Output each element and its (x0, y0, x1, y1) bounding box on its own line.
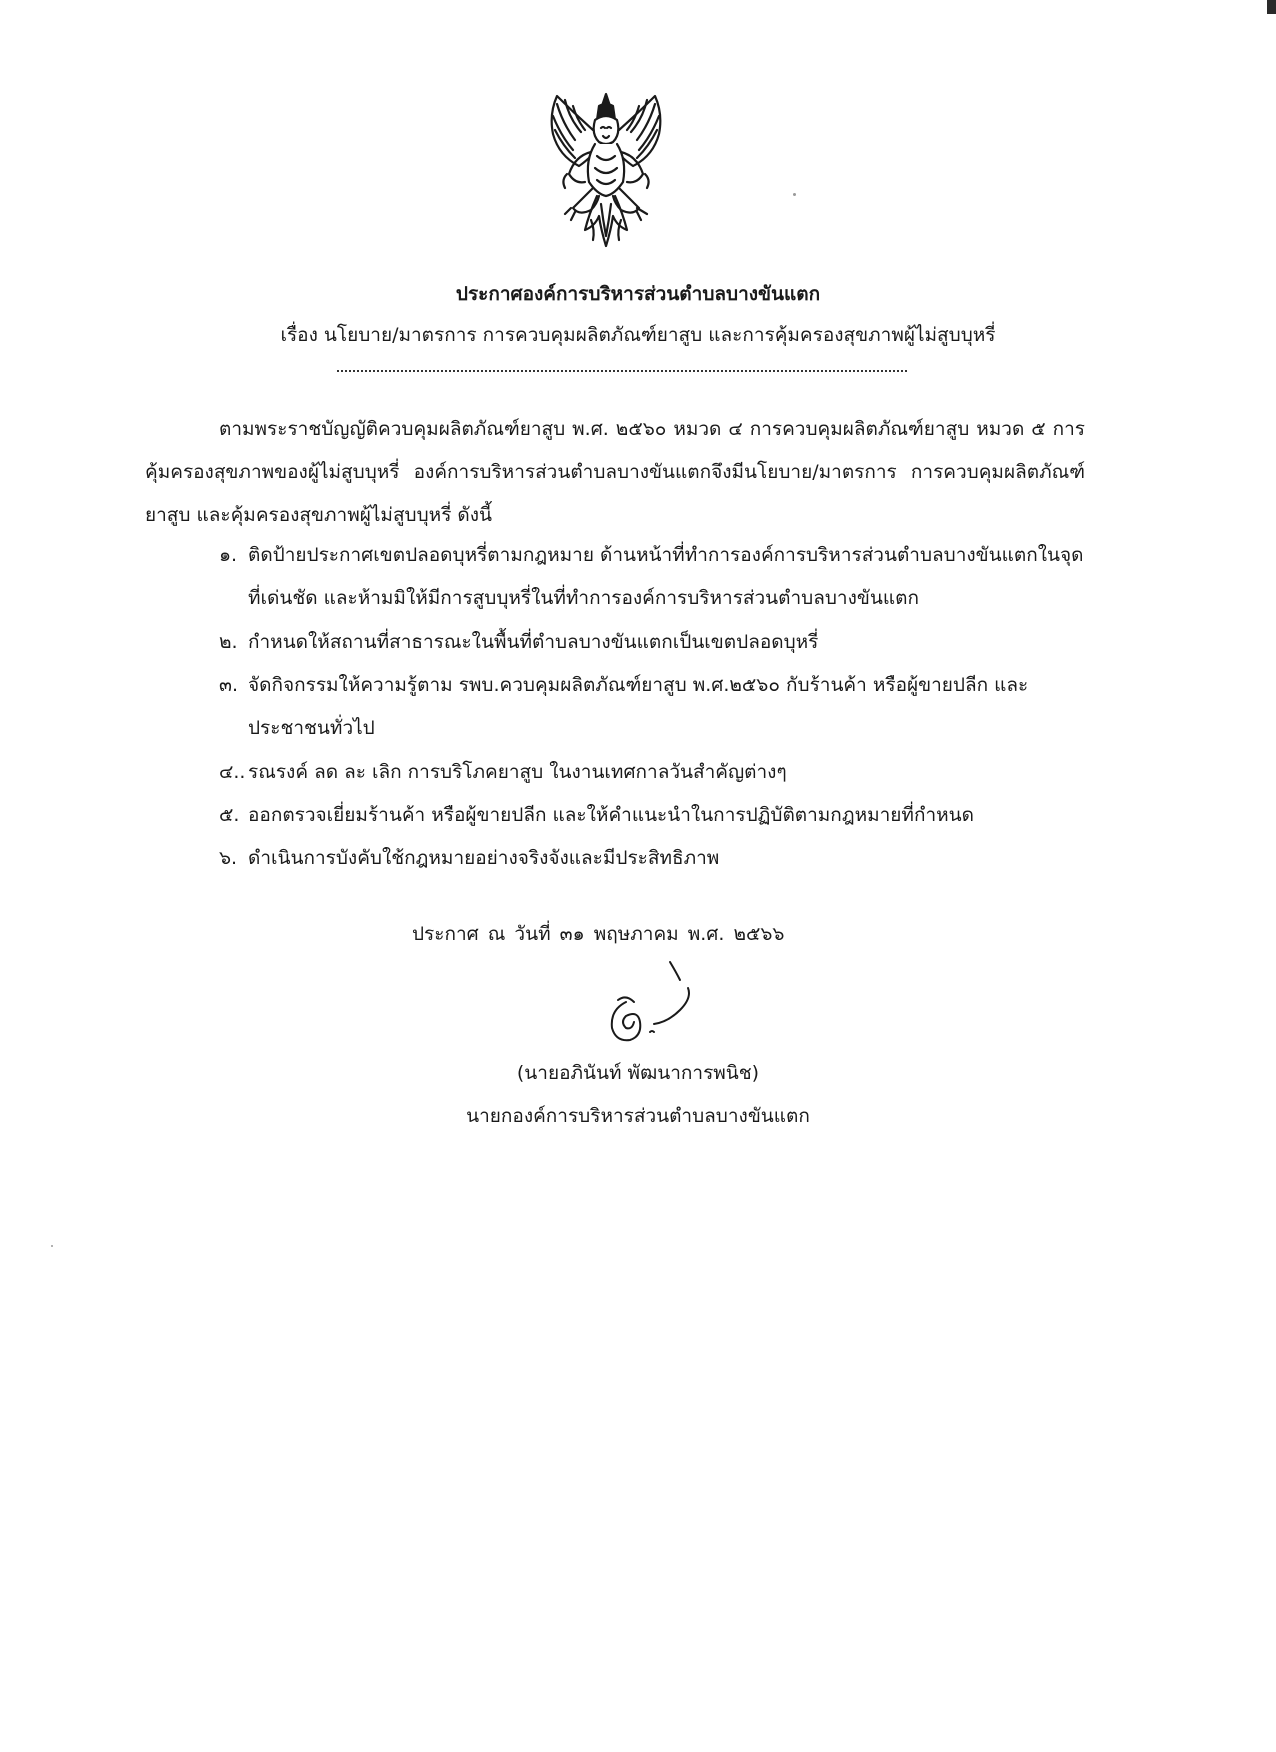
item-text: รณรงค์ ลด ละ เลิก การบริโภคยาสูบ ในงานเทศกาลวันสำคัญต่างๆ (248, 761, 787, 783)
announcement-date: ประกาศ ณ วันที่ ๓๑ พฤษภาคม พ.ศ. ๒๕๖๖ (412, 923, 785, 945)
item-number: ๑. (219, 544, 238, 566)
intro-paragraph: ตามพระราชบัญญัติควบคุมผลิตภัณฑ์ยาสูบ พ.ศ. ๒๕๖๐ หมวด ๔ การควบคุมผลิตภัณฑ์ยาสูบ หมวด ๕ การคุ้มครองสุขภาพของผู้ไม่สูบบุหรี่ องค์การบริหารส่วนตำบลบางขันแตกจึงมีนโยบาย/มาตรการ การควบคุมผลิตภัณฑ์ยาสูบ และคุ้มครองสุขภาพผู้ไม่สูบบุหรี่ ดังนี้ (145, 418, 1085, 526)
item-text: จัดกิจกรรมให้ความรู้ตาม รพบ.ควบคุมผลิตภัณฑ์ยาสูบ พ.ศ.๒๕๖๐ กับร้านค้า หรือผู้ขายปลีก และประชาชนทั่วไป (248, 674, 1029, 739)
signer-title: นายกองค์การบริหารส่วนตำบลบางขันแตก (466, 1105, 810, 1127)
scan-speck (51, 1245, 53, 1247)
garuda-emblem-icon (545, 90, 667, 252)
item-number: ๓. (219, 674, 239, 696)
scan-edge-mark (1267, 0, 1276, 14)
scan-speck (793, 193, 796, 196)
item-text: ออกตรวจเยี่ยมร้านค้า หรือผู้ขายปลีก และให้คำแนะนำในการปฏิบัติตามกฎหมายที่กำหนด (248, 804, 974, 826)
item-number: ๔.. (219, 761, 246, 783)
document-subject: เรื่อง นโยบาย/มาตรการ การควบคุมผลิตภัณฑ์ยาสูบ และการคุ้มครองสุขภาพผู้ไม่สูบบุหรี่ (280, 324, 996, 346)
item-number: ๖. (219, 847, 238, 869)
item-text: ติดป้ายประกาศเขตปลอดบุหรี่ตามกฎหมาย ด้านหน้าที่ทำการองค์การบริหารส่วนตำบลบางขันแตกในจุดที่เด่นชัด และห้ามมิให้มีการสูบบุหรี่ในที่ทำการองค์การบริหารส่วนตำบลบางขันแตก (248, 544, 1084, 609)
dotted-divider (337, 370, 907, 372)
item-text: ดำเนินการบังคับใช้กฎหมายอย่างจริงจังและมีประสิทธิภาพ (248, 847, 720, 869)
item-number: ๒. (219, 631, 238, 653)
document-title: ประกาศองค์การบริหารส่วนตำบลบางขันแตก (455, 283, 821, 305)
item-text: กำหนดให้สถานที่สาธารณะในพื้นที่ตำบลบางขันแตกเป็นเขตปลอดบุหรี่ (248, 631, 819, 653)
signer-name: (นายอภินันท์ พัฒนาการพนิช) (516, 1062, 760, 1084)
item-number: ๕. (219, 804, 240, 826)
handwritten-signature-icon (596, 958, 706, 1048)
